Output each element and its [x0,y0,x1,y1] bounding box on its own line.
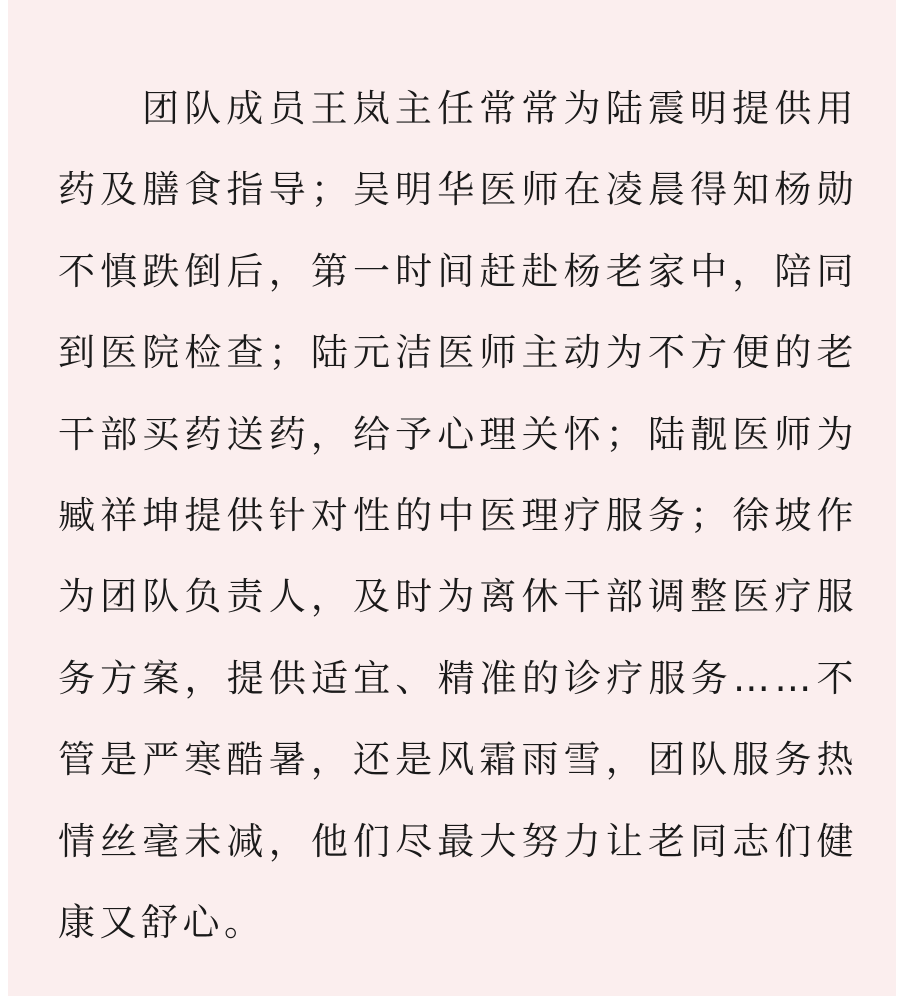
article-paragraph: 团队成员王岚主任常常为陆震明提供用药及膳食指导；吴明华医师在凌晨得知杨勋不慎跌倒后，第一时间赶赴杨老家中，陪同到医院检查；陆元洁医师主动为不方便的老干部买药送药，给予心理关怀；陆靓医师为臧祥坤提供针对性的中医理疗服务；徐坡作为团队负责人，及时为离休干部调整医疗服务方案，提供适宜、精准的诊疗服务……不管是严寒酷暑，还是风霜雨雪，团队服务热情丝毫未减，他们尽最大努力让老同志们健康又舒心。 [58,87,858,945]
